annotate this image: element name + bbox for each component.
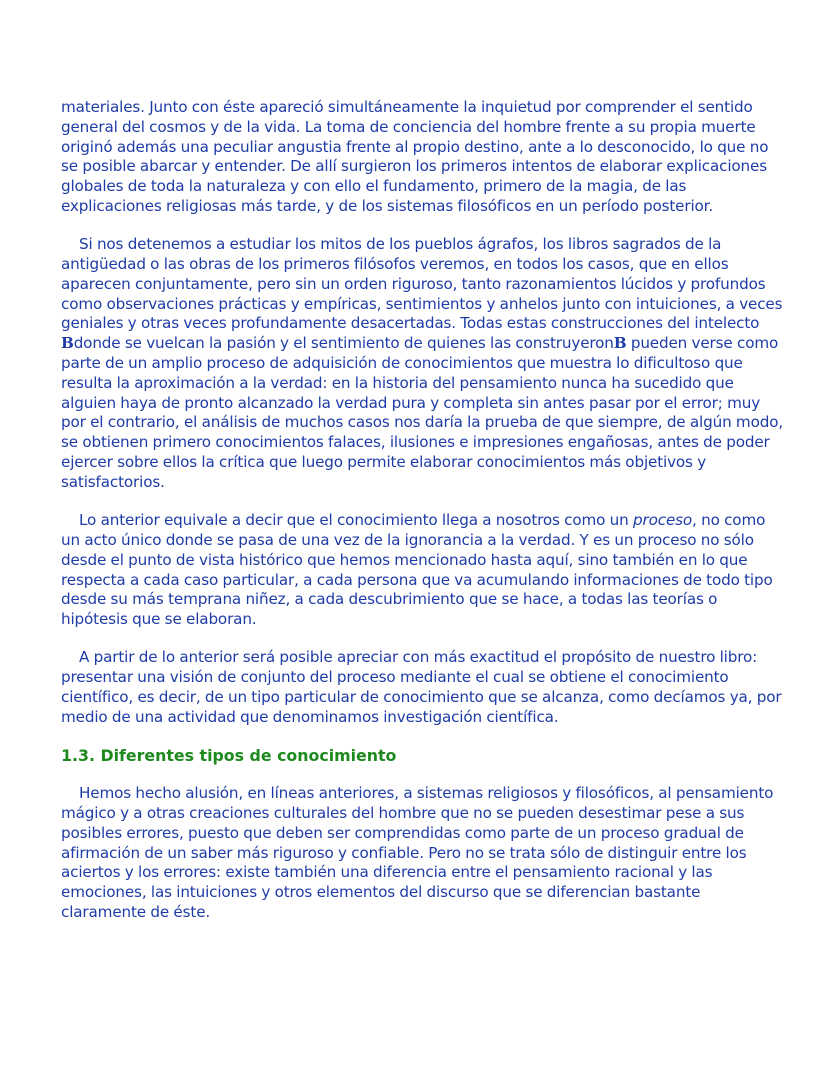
paragraph-3-emphasis: proceso	[633, 511, 693, 530]
paragraph-5: Hemos hecho alusión, en líneas anteriores, a sistemas religiosos y filosóficos, al pensamiento mágico y a otras creaciones culturales del hombre que no se pueden desestimar pese a sus posibles errores, puesto que deben ser comprendidas como parte de un proceso gradual de afirmación de un saber más riguroso y confiable. Pero no se trata sólo de distinguir entre los aciertos y los errores: existe también una diferencia entre el pensamiento racional y las emociones, las intuiciones y otros elementos del discurso que se diferencian bastante claramente de éste.	[61, 784, 774, 921]
paragraph-3	[61, 511, 788, 630]
paragraph-4: A partir de lo anterior será posible apreciar con más exactitud el propósito de nuestro libro: presentar una visión de conjunto del proceso mediante el cual se obtiene el conocimiento científico, es decir, de un tipo particular de conocimiento que se alcanza, como decíamos ya, por medio de una actividad que denominamos investigación científica.	[61, 648, 782, 726]
paragraph-2-glyph-1: B	[61, 334, 74, 353]
paragraph-2-part-3: pueden verse como parte de un amplio proceso de adquisición de conocimientos que muestra lo dificultoso que resulta la aproximación a la verdad: en la historia del pensamiento nunca ha sucedido que alguien haya de pronto alcanzado la verdad pura y completa sin antes pasar por el error; muy por el contrario, el análisis de muchos casos nos daría la prueba de que siempre, de algún modo, se obtienen primero conocimientos falaces, ilusiones e impresiones engañosas, antes de poder ejercer sobre ellos la crítica que luego permite elaborar conocimientos más objetivos y satisfactorios.	[61, 334, 784, 491]
paragraph-2-glyph-2: B	[613, 334, 627, 353]
paragraph-2-part-2: donde se vuelcan la pasión y el sentimiento de quienes las construyeron	[73, 334, 614, 353]
paragraph-2-part-1: Si nos detenemos a estudiar los mitos de los pueblos ágrafos, los libros sagrados de la antigüedad o las obras de los primeros filósofos veremos, en todos los casos, que en ellos aparecen conjuntamente, pero sin un orden riguroso, tanto razonamientos lúcidos y profundos como observaciones prácticas y empíricas, sentimientos y anhelos junto con intuiciones, a veces geniales y otras veces profundamente desacertadas. Todas estas construcciones del intelecto	[61, 235, 783, 333]
paragraph-2	[61, 235, 788, 492]
paragraph-3-part-2: , no como un acto único donde se pasa de una vez de la ignorancia a la verdad. Y es un proceso no sólo desde el punto de vista histórico que hemos mencionado hasta aquí, sino también en lo que respecta a cada caso particular, a cada persona que va acumulando informaciones de todo tipo desde su más temprana niñez, a cada descubrimiento que se hace, a todas las teorías o hipótesis que se elaboran.	[61, 511, 773, 629]
paragraph-3-part-1: Lo anterior equivale a decir que el conocimiento llega a nosotros como un	[79, 511, 634, 530]
paragraph-1: materiales. Junto con éste apareció simultáneamente la inquietud por comprender el sentido general del cosmos y de la vida. La toma de conciencia del hombre frente a su propia muerte originó además una peculiar angustia frente al propio destino, ante a lo desconocido, lo que no se posible abarcar y entender. De allí surgieron los primeros intentos de elaborar explicaciones globales de toda la naturaleza y con ello el fundamento, primero de la magia, de las explicaciones religiosas más tarde, y de los sistemas filosóficos en un período posterior.	[61, 98, 769, 215]
section-heading: 1.3. Diferentes tipos de conocimiento	[61, 746, 397, 766]
